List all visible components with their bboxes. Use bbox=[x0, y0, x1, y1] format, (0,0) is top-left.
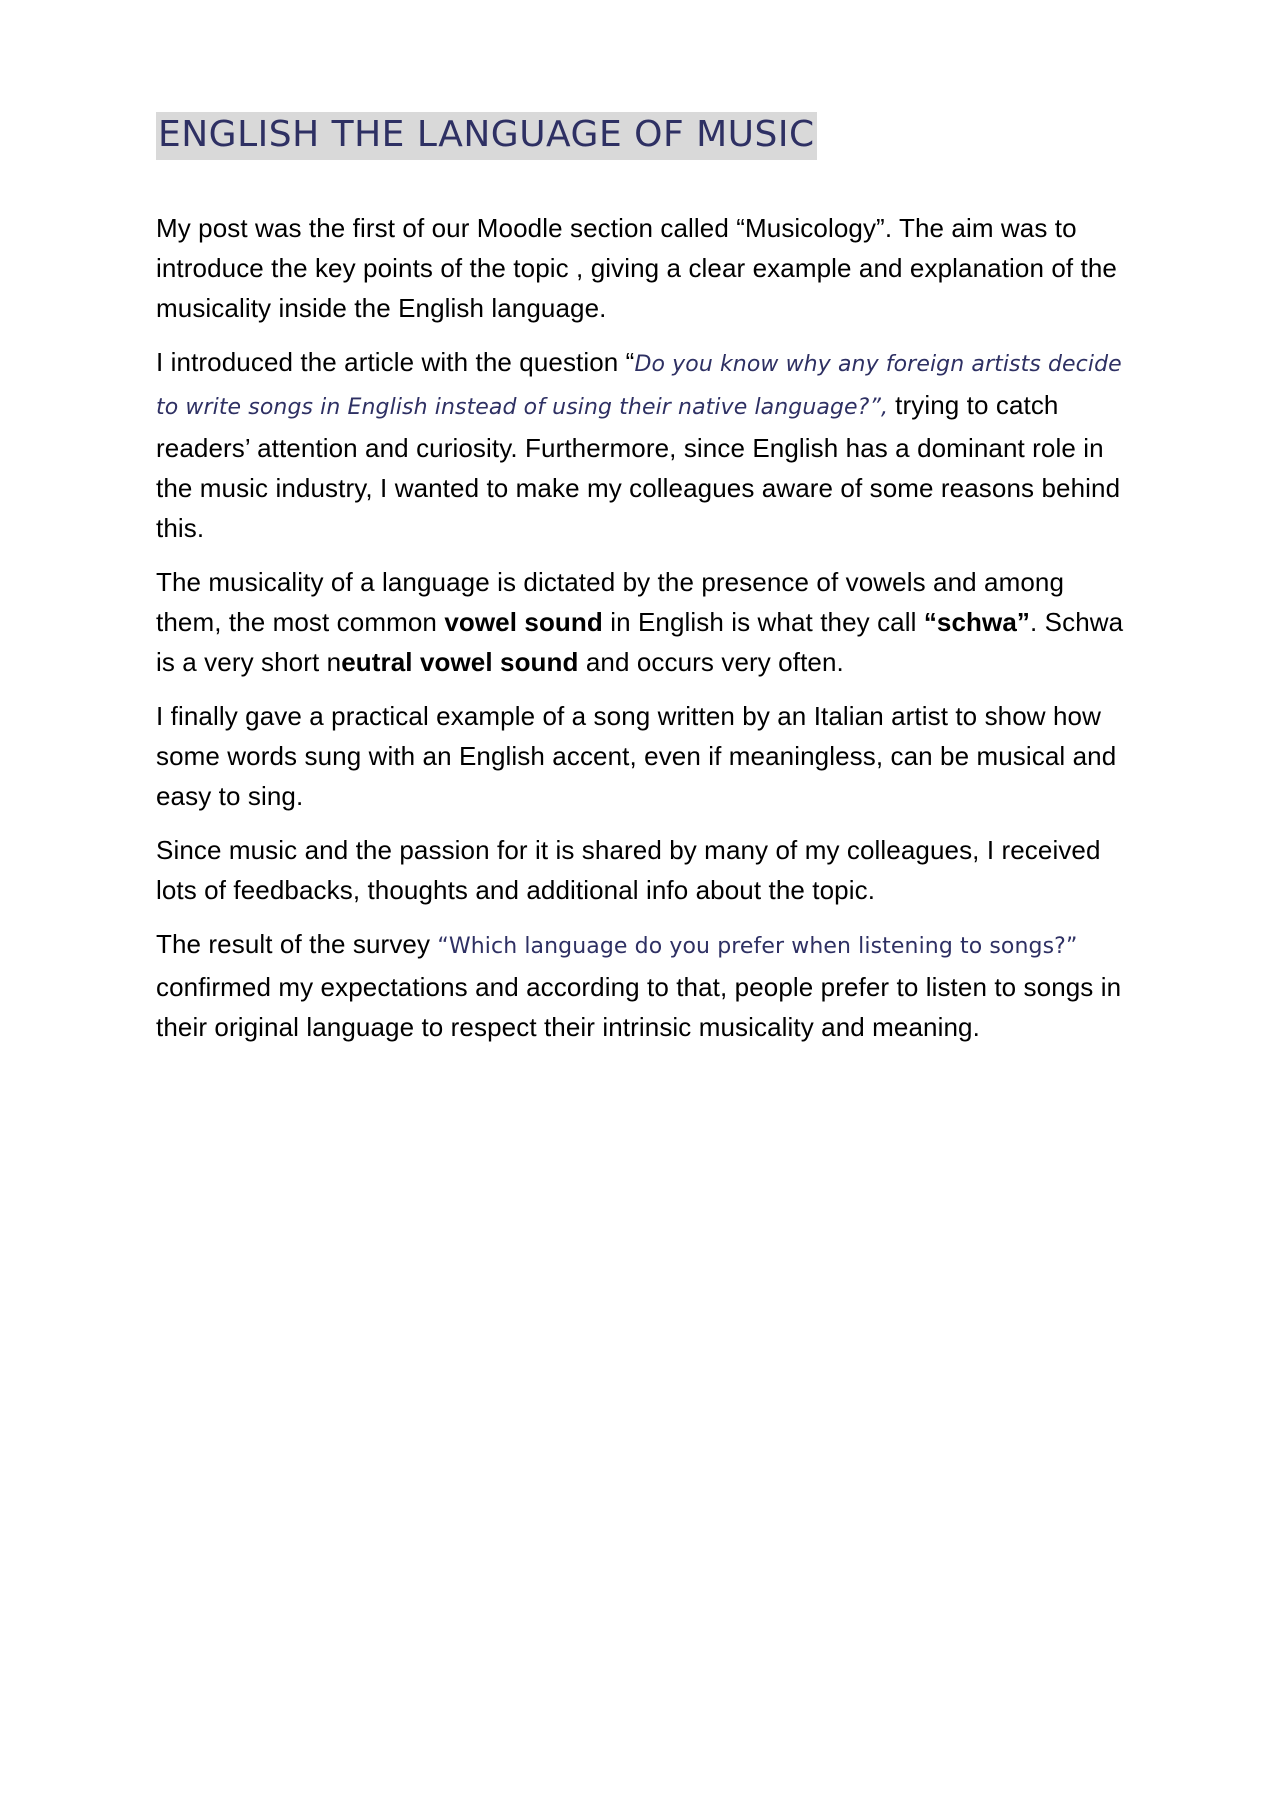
document-body bbox=[156, 112, 1136, 1047]
paragraph-survey bbox=[156, 924, 1136, 1047]
paragraph-example: I finally gave a practical example of a song written by an Italian artist to show how some words sung with an English accent, even if meaningless, can be musical and easy to sing. bbox=[156, 701, 1117, 811]
schwa-bold-vowel-sound: vowel sound bbox=[444, 607, 603, 637]
paragraph-survey-rest: confirmed my expectations and according to that, people prefer to listen to songs in their original language to respect their intrinsic musicality and meaning. bbox=[156, 972, 1122, 1042]
schwa-bold-neutral: eutral vowel sound bbox=[341, 647, 579, 677]
paragraph-question-lead: I introduced the article with the question “ bbox=[156, 347, 635, 377]
paragraph-intro: My post was the first of our Moodle section called “Musicology”. The aim was to introduce the key points of the topic , giving a clear example and explanation of the musicality inside the English language. bbox=[156, 213, 1117, 323]
question-quote: Do you know why any foreign artists decide to write songs in English instead of using their native language?”, bbox=[156, 352, 1122, 420]
document-title: ENGLISH THE LANGUAGE OF MUSIC bbox=[156, 112, 817, 160]
paragraph-feedback: Since music and the passion for it is shared by many of my colleagues, I received lots of feedbacks, thoughts and additional info about the topic. bbox=[156, 835, 1101, 905]
schwa-text-2: in English is what they call bbox=[602, 607, 924, 637]
schwa-text-3: . Schwa is a very short n bbox=[156, 607, 1124, 677]
paragraph-question-rest: trying to catch readers’ attention and curiosity. Furthermore, since English has a dominant role in the music industry, I wanted to make my colleagues aware of some reasons behind this. bbox=[156, 390, 1121, 543]
survey-quote: “Which language do you prefer when listening to songs?” bbox=[437, 934, 1078, 959]
schwa-text-1: The musicality of a language is dictated by the presence of vowels and among them, the most common bbox=[156, 567, 1065, 637]
paragraph-survey-lead: The result of the survey bbox=[156, 929, 438, 959]
paragraph-schwa bbox=[156, 562, 1136, 682]
schwa-text-4: and occurs very often. bbox=[578, 647, 844, 677]
paragraph-question bbox=[156, 342, 1136, 548]
schwa-bold-term: “schwa” bbox=[923, 607, 1030, 637]
